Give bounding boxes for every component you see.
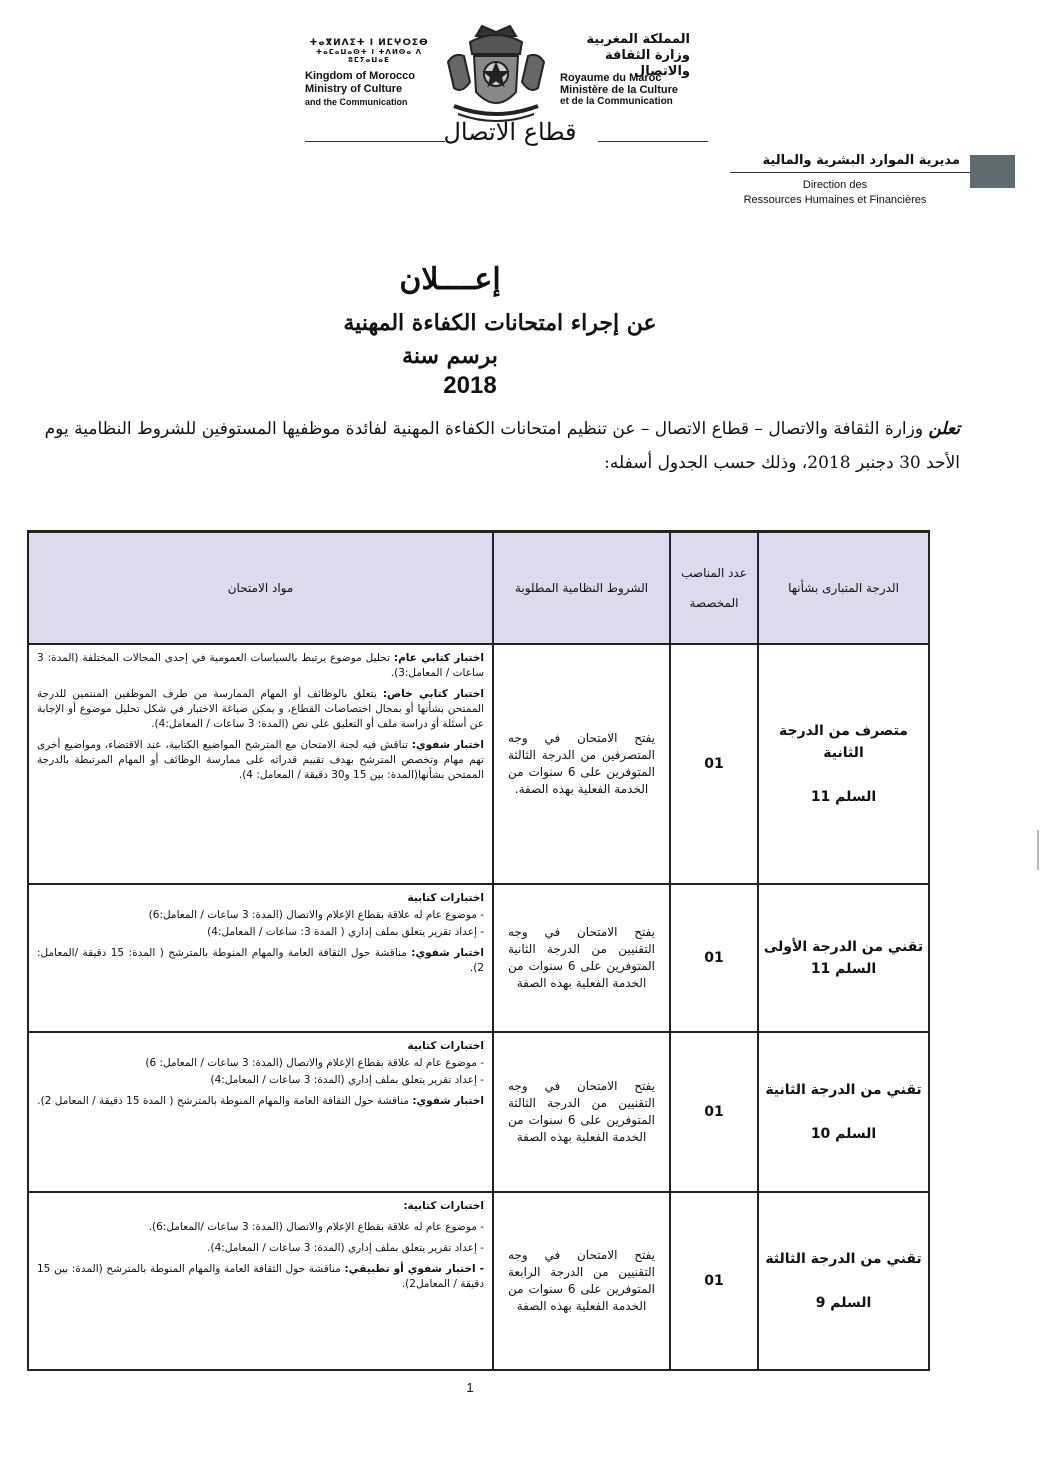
subjects-cell: [28, 1192, 493, 1370]
announcement-subtitle: عن إجراء امتحانات الكفاءة المهنية: [343, 310, 657, 336]
conditions-cell: يفتح الامتحان في وجه التقنيين من الدرجة الثانية المتوفرين على 6 سنوات من الخدمة الفعلية بهذه الصفة: [493, 884, 670, 1032]
en-ministry: Ministry of Culture: [305, 83, 403, 95]
positions-count: 01: [670, 884, 758, 1032]
grade-scale: السلم 11: [810, 961, 877, 977]
exam-table: [27, 530, 930, 1371]
announcement-year: 2018: [443, 372, 497, 399]
subject-label: - اختبار شفوي أو تطبيقي:: [344, 1263, 485, 1275]
grade-cell: [758, 1192, 929, 1370]
grade-cell: [758, 644, 929, 884]
subject-bullet: - إعداد تقرير يتعلق بملف إداري ( المدة 3: ساعات / المعامل:4): [207, 926, 484, 938]
directorate-divider: [730, 172, 970, 173]
grade-cell: [758, 884, 929, 1032]
table-row: [28, 1032, 929, 1192]
subject-bullet: - إعداد تقرير يتعلق بملف إداري (المدة: 3 ساعات / المعامل:4).: [207, 1242, 484, 1254]
grade-cell: [758, 1032, 929, 1192]
grade-scale: السلم 9: [815, 1295, 872, 1311]
conditions-cell: يفتح الامتحان في وجه المتصرفين من الدرجة الثالثة المتوفرين على 6 سنوات من الخدمة الفعلية بهذه الصفة.: [493, 644, 670, 884]
subject-bullet: - إعداد تقرير يتعلق بملف إداري (المدة: 3 ساعات / المعامل:4): [210, 1074, 484, 1086]
english-header: [305, 70, 440, 109]
subject-item: [37, 891, 484, 906]
table-row: [28, 1192, 929, 1370]
subject-item: [37, 651, 484, 681]
tifinagh-line-2: ⵜⴰⵎⴰⵡⴰⵙⵜ ⵏ ⵜⴷⵍⵙⴰ ⴷ ⵓⵎⵢⴰⵡⴰⴹ: [315, 48, 423, 64]
ar-ministry: وزارة الثقافة والاتصال: [605, 48, 690, 79]
subject-label: اختبارات كتابية:: [403, 1200, 484, 1212]
en-communication: and the Communication: [305, 97, 408, 107]
subject-label: اختبار شفوي:: [411, 739, 484, 751]
subject-bullet: - موضوع عام له علاقة بقطاع الإعلام والاتصال (المدة: 3 ساعات / المعامل:6): [148, 909, 484, 921]
sector-name: قطاع الاتصال: [443, 118, 577, 146]
intro-text: وزارة الثقافة والاتصال – قطاع الاتصال – عن تنظيم امتحانات الكفاءة المهنية لفائدة موظفيها المستوفين للشروط النظامية يوم الأحد 30 دجنبر 2018، وذلك حسب الجدول أسفله:: [44, 419, 960, 473]
grade-scale: السلم 11: [810, 789, 877, 805]
positions-count: 01: [670, 1032, 758, 1192]
header-grade: الدرجة المتبارى بشأنها: [758, 532, 929, 645]
ar-kingdom: المملكة المغربية: [586, 32, 690, 47]
subject-item: [37, 1262, 484, 1292]
subjects-cell: [28, 884, 493, 1032]
grade-name: تقني من الدرجة الثانية: [765, 1082, 922, 1098]
directorate-arabic: مديرية الموارد البشرية والمالية: [762, 153, 960, 168]
directorate-color-block: [970, 155, 1015, 188]
subject-item: [37, 1199, 484, 1214]
subject-text: مناقشة حول الثقافة العامة والمهام المنوطة بالمترشح ( المدة 15 دقيقة / المعامل 2).: [37, 1095, 413, 1107]
subject-text: تناقش فيه لجنة الامتحان مع المترشح المواضيع الكتابية، عند الاقتضاء، ومواضيع أخرى تهم مهام وتخصص المترشح بهدف تقييم قدراته على ممارسة الوظائف أو المهام المرتبطة بالدرجة الممتحن بشأنها(المدة: بين 15 و30 دقيقة / المعامل: 4).: [37, 739, 484, 781]
subject-item: [37, 1039, 484, 1054]
table-row: [28, 884, 929, 1032]
conditions-cell: يفتح الامتحان في وجه التقنيين من الدرجة الرابعة المتوفرين على 6 سنوات من الخدمة الفعلية بهذه الصفة: [493, 1192, 670, 1370]
subject-text: مناقشة حول الثقافة العامة والمهام المنوطة بالمترشح ( المدة: 15 دقيقة /المعامل: 2).: [37, 947, 484, 974]
subject-label: اختبارات كتابية: [407, 892, 484, 904]
intro-paragraph: [40, 412, 960, 480]
subject-label: اختبار شفوي:: [411, 947, 484, 959]
directorate-fr-line-1: Direction des: [802, 179, 868, 191]
scan-edge-mark: [1037, 830, 1039, 870]
french-header: [560, 72, 695, 108]
fr-ministry: Ministère de la Culture: [560, 84, 678, 96]
subject-item: [37, 946, 484, 976]
tifinagh-line-1: ⵜⴰⴳⵍⴷⵉⵜ ⵏ ⵍⵎⵖⵔⵉⴱ: [309, 38, 429, 48]
fr-kingdom: Royaume du Maroc: [560, 72, 662, 84]
subject-item: [37, 738, 484, 783]
grade-scale: السلم 10: [810, 1126, 877, 1142]
subject-text: مناقشة حول الثقافة العامة والمهام المنوطة بالمترشح (المدة: بين 15 دقيقة / المعامل2).: [37, 1263, 484, 1290]
header-count: عدد المناصب المخصصة: [670, 532, 758, 645]
en-kingdom: Kingdom of Morocco: [305, 70, 415, 82]
coat-of-arms-icon: [440, 22, 552, 130]
header-divider-right: [598, 141, 708, 142]
grade-name: متصرف من الدرجة الثانية: [779, 723, 908, 761]
subject-bullet: - موضوع عام له علاقة بقطاع الإعلام والاتصال (المدة: 3 ساعات / المعامل: 6): [145, 1057, 484, 1069]
subject-label: اختبار كتابي خاص:: [382, 688, 484, 700]
announcement-title: إعــــلان: [399, 262, 501, 297]
subject-item: [37, 687, 484, 732]
directorate-french: [705, 178, 965, 208]
subject-item: [37, 1094, 484, 1109]
table-header-row: [28, 532, 929, 645]
conditions-cell: يفتح الامتحان في وجه التقنيين من الدرجة الثالثة المتوفرين على 6 سنوات من الخدمة الفعلية بهذه الصفة: [493, 1032, 670, 1192]
intro-lead: تعلن: [928, 419, 960, 439]
positions-count: 01: [670, 1192, 758, 1370]
subject-label: اختبار شفوي:: [412, 1095, 484, 1107]
directorate-fr-line-2: Ressources Humaines et Financières: [743, 194, 927, 206]
subject-text: يتعلق بالوظائف أو المهام الممارسة من طرف الموظفين المنتمين للدرجة الممتحن بشأنها أو بمجال اختصاصات القطاع، و يمكن صياغة الاختبار في شكل تحليل موضوع أو الإجابة عن أسئلة أو دراسة ملف أو التعليق على نص (المدة: 3 ساعات / المعامل:4).: [37, 688, 484, 730]
fr-communication: et de la Communication: [560, 96, 673, 107]
table-row: [28, 644, 929, 884]
subjects-cell: [28, 644, 493, 884]
grade-name: تقني من الدرجة الأولى: [763, 939, 924, 955]
grade-name: تقني من الدرجة الثالثة: [765, 1251, 922, 1267]
header-subjects: مواد الامتحان: [28, 532, 493, 645]
subject-label: اختبارات كتابية: [407, 1040, 484, 1052]
subject-text: تحليل موضوع يرتبط بالسياسات العمومية في إحدى المجالات المختلفة (المدة: 3 ساعات / المعامل:3).: [37, 652, 484, 679]
tifinagh-header: [305, 38, 433, 64]
subject-bullet: - موضوع عام له علاقة بقطاع الإعلام والاتصال (المدة: 3 ساعات /المعامل:6).: [148, 1221, 484, 1233]
subject-label: اختبار كتابي عام:: [393, 652, 484, 664]
header-conditions: الشروط النظامية المطلوبة: [493, 532, 670, 645]
page-number: 1: [466, 1380, 474, 1395]
subjects-cell: [28, 1032, 493, 1192]
positions-count: 01: [670, 644, 758, 884]
announcement-year-label: برسم سنة: [402, 343, 498, 369]
